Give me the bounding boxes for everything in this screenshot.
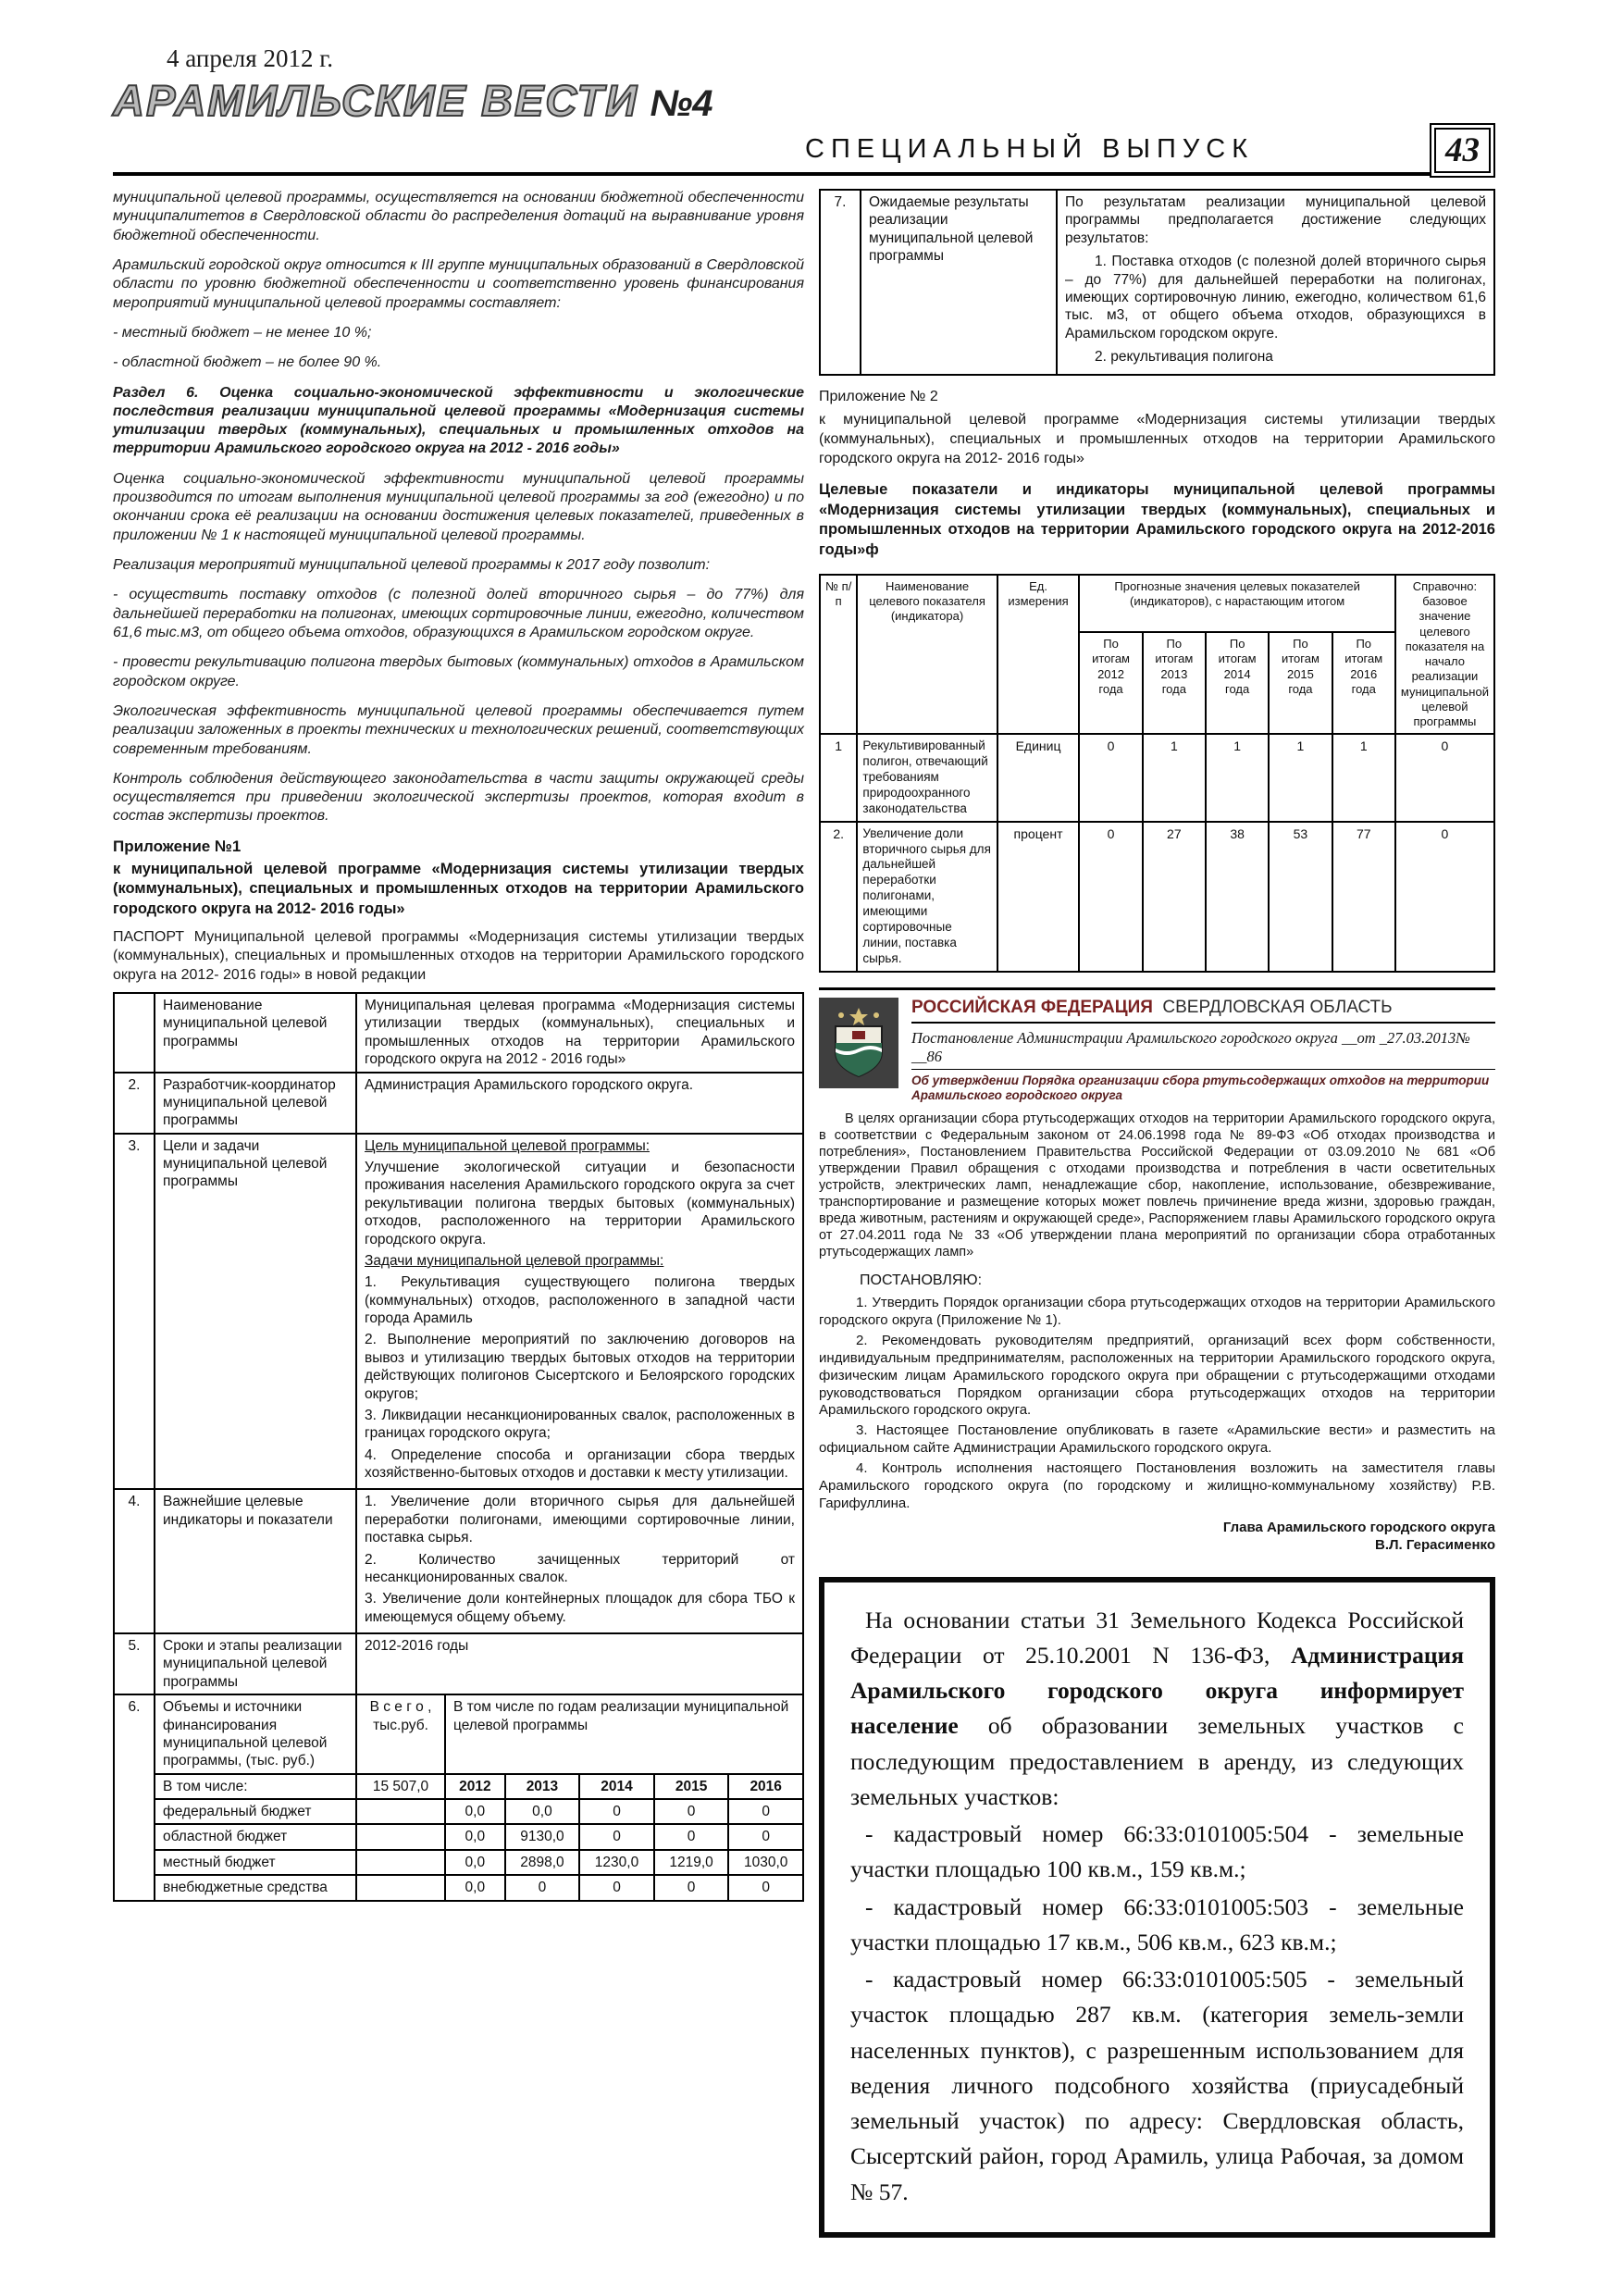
row-number-cell: 2. xyxy=(820,822,857,972)
resolution-item: 2. Рекомендовать руководителям предприятий, организаций всех форм собственности, индивидуальным предпринимателям, расположенных на территории Арамильского городского округа, физическим лицам Арамильского городского округа при обращении с ртутьсодержащими отходами руководствоваться Порядком организации сбора ртутьсодержащих отходов на территории Арамильского городского округа. xyxy=(819,1332,1495,1419)
annex2-title: Приложение № 2 xyxy=(819,389,938,405)
resolution-preamble: В целях организации сбора ртутьсодержащих отходов на территории Арамильского городского округа, в соответствии с Федеральным законом от 24.06.1998 года № 89-ФЗ «Об отходах производства и потребления», Постановлением Правительства Российской Федерации от 03.09.2010 № 681 «Об утверждении Правил обращения с отходами производства и потребления в части осветительных устройств, электрических ламп, ненадлежащие сбор, накопление, использование, обезвреживание, транспортирование и размещение которых может повлечь причинение вреда жизни, здоровью граждан, вреда животным, растениям и окружающей среде», Распоряжением главы Арамильского городского округа от 27.04.2011 года № 33 «Об утверждении плана мероприятий по организации сбора отработанных ртутьсодержащих ламп» xyxy=(819,1111,1495,1260)
table-row xyxy=(114,1489,803,1633)
fin-value-cell: 0,0 xyxy=(445,1799,505,1824)
region-label: СВЕРДЛОВСКАЯ ОБЛАСТЬ xyxy=(1162,997,1393,1017)
year-header-cell: 2014 xyxy=(579,1774,654,1799)
land-notice-item: - кадастровый номер 66:33:0101005:505 - земельный участок площадью 287 кв.м. (категория земель-земли населенных пунктов), с разрешенным использованием для ведения личного подсобного хозяйства (приусадебный земельный участок) по адресу: Свердловская область, Сысертский район, город Арамиль, улица Рабочая, за домом № 57. xyxy=(850,1966,1464,2205)
issue-number: №4 xyxy=(650,83,713,124)
land-notice-intro xyxy=(850,1603,1464,1816)
row-number-cell: 3. xyxy=(114,1134,155,1490)
row-content-cell xyxy=(356,1489,803,1633)
row-content-cell xyxy=(356,1134,803,1490)
table-row xyxy=(114,1134,803,1490)
value-cell: 0 xyxy=(1079,822,1142,972)
row-content-cell: Муниципальная целевая программа «Модернизация системы утилизации твердых (коммунальных), специальных и промышленных отходов на территории Арамильского городского округа на 2012 - 2016 годы» xyxy=(356,993,803,1073)
row-number-cell: 5. xyxy=(114,1633,155,1694)
fin-value-cell: 0 xyxy=(728,1824,803,1849)
table-header-row xyxy=(820,575,1494,632)
table-row xyxy=(114,1694,803,1774)
annex2-subtitle: к муниципальной целевой программе «Модернизация системы утилизации твердых (коммунальных), специальных и промышленных отходов на территории Арамильского городского округа на 2012- 2016 годы» xyxy=(819,412,1495,466)
row-number-cell: 2. xyxy=(114,1073,155,1134)
jurisdiction-line xyxy=(911,998,1495,1024)
paragraph: - областной бюджет – не более 90 %. xyxy=(113,354,382,371)
total-header-cell: В с е г о , тыс.руб. xyxy=(356,1694,445,1774)
year-col-header: По итогам 2012 года xyxy=(1079,632,1142,734)
table-row xyxy=(114,1850,803,1875)
paragraph: Контроль соблюдения действующего законодательства в части защиты окружающей среды осуществляется при приведении экологической экспертизы проектов, которая входит в состав экспертизы проектов. xyxy=(113,770,804,825)
reference-value-cell: 0 xyxy=(1395,822,1494,972)
value-cell: 53 xyxy=(1269,822,1332,972)
annex1-subtitle: к муниципальной целевой программе «Модернизация системы утилизации твердых (коммунальных), специальных и промышленных отходов на территории Арамильского городского округа на 2012- 2016 годы» xyxy=(113,860,804,917)
resolution-subject: Об утверждении Порядка организации сбора ртутьсодержащих отходов на территории Арамильского городского округа xyxy=(911,1073,1490,1103)
paragraph: Экологическая эффективность муниципальной целевой программы обеспечивается путем реализации заложенных в проекты технических и технологических решений, соответствующих современным требованиям. xyxy=(113,702,804,757)
fin-label-cell: внебюджетные средства xyxy=(155,1875,356,1900)
special-issue-label: СПЕЦИАЛЬНЫЙ ВЫПУСК xyxy=(805,134,1255,164)
fin-value-cell: 1230,0 xyxy=(579,1850,654,1875)
fin-value-cell: 0 xyxy=(728,1799,803,1824)
fin-value-cell: 0,0 xyxy=(445,1875,505,1900)
paragraph: Реализация мероприятий муниципальной целевой программы к 2017 году позволит: xyxy=(113,557,711,573)
expected-result-item: 1. Поставка отходов (с полезной долей вторичного сырья – до 77%) для дальнейшей переработки на полигонах, имеющих сортировочную линию, ежегодно, количеством 61,6 тыс. м3, от общего объема отходов, образующихся в Арамильском городском округе. xyxy=(1065,254,1486,341)
row-content-cell: Администрация Арамильского городского округа. xyxy=(356,1073,803,1134)
col-header-num: № п/п xyxy=(820,575,857,735)
fin-label-cell: федеральный бюджет xyxy=(155,1799,356,1824)
fin-value-cell: 0 xyxy=(579,1824,654,1849)
fin-value-cell: 0 xyxy=(579,1799,654,1824)
signature-name: В.Л. Герасименко xyxy=(1375,1537,1495,1554)
fin-label-cell: местный бюджет xyxy=(155,1850,356,1875)
fin-value-cell: 1030,0 xyxy=(728,1850,803,1875)
signature-title: Глава Арамильского городского округа xyxy=(1222,1519,1495,1535)
table-row xyxy=(114,1799,803,1824)
year-header-cell: 2013 xyxy=(505,1774,580,1799)
masthead-block xyxy=(113,44,1495,126)
table-row xyxy=(820,734,1494,821)
fin-value-cell: 2898,0 xyxy=(505,1850,580,1875)
years-group-header-cell: В том числе по годам реализации муниципальной целевой программы xyxy=(445,1694,803,1774)
resolution-header xyxy=(819,998,1495,1105)
table-row xyxy=(114,1875,803,1900)
fin-total-cell: 15 507,0 xyxy=(356,1774,445,1799)
fin-value-cell: 0 xyxy=(505,1875,580,1900)
indicator-line: 1. Увеличение доли вторичного сырья для дальнейшей переработки полигонами, имеющими сортировочные линии, поставка сырья. xyxy=(365,1494,795,1546)
land-notice-intro-bold: Администрация Арамильского городского округа информирует население xyxy=(850,1641,1464,1740)
row-number-cell: 4. xyxy=(114,1489,155,1633)
row-number-cell xyxy=(114,993,155,1073)
table-row xyxy=(114,993,803,1073)
year-col-header: По итогам 2015 года xyxy=(1269,632,1332,734)
resolution-title-line: Постановление Администрации Арамильского городского округа __от _27.03.2013№ __86 xyxy=(911,1029,1495,1070)
fin-value-cell: 0 xyxy=(654,1875,729,1900)
fin-value-cell: 9130,0 xyxy=(505,1824,580,1849)
table-row xyxy=(820,822,1494,972)
table-row xyxy=(114,1073,803,1134)
task-item: 2. Выполнение мероприятий по заключению договоров на вывоз и утилизацию твердых бытовых отходов на территории действующих полигонов Сысертского и Белоярского городских округов; xyxy=(365,1332,795,1402)
newspaper-masthead xyxy=(113,75,1495,126)
table-row xyxy=(114,1633,803,1694)
paragraph: муниципальной целевой программы, осуществляется на основании бюджетной обеспеченности муниципалитетов в Свердловской области до распределения дотаций на выравнивание уровня бюджетной обеспеченности. xyxy=(113,190,804,243)
value-cell: 0 xyxy=(1079,734,1142,821)
task-item: 1. Рекультивация существующего полигона твердых (коммунальных) отходов, расположенного в западной части города Арамиль xyxy=(365,1274,795,1326)
value-cell: 77 xyxy=(1332,822,1395,972)
reference-value-cell: 0 xyxy=(1395,734,1494,821)
fin-value-cell: 0,0 xyxy=(445,1824,505,1849)
fin-value-cell: 0 xyxy=(654,1799,729,1824)
row-content-cell xyxy=(1057,190,1494,375)
right-column xyxy=(819,189,1495,2238)
row-number-cell: 7. xyxy=(820,190,861,375)
content-columns xyxy=(113,189,1495,2238)
col-header-reference: Справочно: базовое значение целевого показателя на начало реализации муниципальной целевой программы xyxy=(1395,575,1494,735)
resolution-head-text xyxy=(911,998,1495,1105)
issue-date: 4 апреля 2012 г. xyxy=(167,44,333,72)
page-number: 43 xyxy=(1430,123,1495,178)
paragraph: - местный бюджет – не менее 10 %; xyxy=(113,324,372,341)
resolve-word: ПОСТАНОВЛЯЮ: xyxy=(860,1272,983,1289)
row-label-cell: Сроки и этапы реализации муниципальной целевой программы xyxy=(155,1633,356,1694)
row-number-cell: 6. xyxy=(114,1694,155,1900)
year-col-header: По итогам 2014 года xyxy=(1206,632,1269,734)
indicator-name-cell: Рекультивированный полигон, отвечающий требованиям природоохранного законодательства xyxy=(857,734,997,821)
indicator-line: 3. Увеличение доли контейнерных площадок для сбора ТБО к имеющемуся общему объему. xyxy=(365,1591,795,1625)
resolution-section xyxy=(819,987,1495,1555)
fin-label-cell: областной бюджет xyxy=(155,1824,356,1849)
tasks-heading: Задачи муниципальной целевой программы: xyxy=(365,1252,664,1269)
row-content-cell: 2012-2016 годы xyxy=(356,1633,803,1694)
passport-table-continuation xyxy=(819,189,1495,376)
land-notice-item: - кадастровый номер 66:33:0101005:504 - земельные участки площадью 100 кв.м., 159 кв.м.; xyxy=(850,1820,1464,1883)
federation-label: РОССИЙСКАЯ ФЕДЕРАЦИЯ xyxy=(911,997,1153,1017)
col-header-unit: Ед. измерения xyxy=(997,575,1080,735)
paragraph: - осуществить поставку отходов (с полезной долей вторичного сырья – до 77%) для дальнейшей переработки на полигонах, имеющих сортировочные линии, ежегодно, количеством 61,6 тыс.м3, от общего объема отходов, образующихся в Арамильском городском округе. xyxy=(113,587,804,640)
indicators-table xyxy=(819,574,1495,973)
paragraph: Арамильский городской округ относится к III группе муниципальных образований в Свердловской области по уровню бюджетной обеспеченности и соответственно уровень финансирования мероприятий муниципальной целевой программы составляет: xyxy=(113,256,804,311)
fin-value-cell: 1219,0 xyxy=(654,1850,729,1875)
resolution-item: 4. Контроль исполнения настоящего Постановления возложить на заместителя главы Арамильского городского округа (по городскому и жилищно-коммунальному хозяйству) Р.В. Гарифуллина. xyxy=(819,1460,1495,1511)
fin-value-cell: 0,0 xyxy=(445,1850,505,1875)
expected-results-intro: По результатам реализации муниципальной целевой программы предполагается достижение следующих результатов: xyxy=(1065,194,1486,246)
resolution-item: 1. Утвердить Порядок организации сбора ртутьсодержащих отходов на территории Арамильского городского округа (Приложение № 1). xyxy=(819,1295,1495,1328)
row-label-cell: Ожидаемые результаты реализации муниципальной целевой программы xyxy=(861,190,1057,375)
fin-value-cell: 0,0 xyxy=(505,1799,580,1824)
goal-heading: Цель муниципальной целевой программы: xyxy=(365,1137,650,1154)
goal-text: Улучшение экологической ситуации и безопасности проживания населения Арамильского городского округа за счет рекультивации полигона твердых бытовых (коммунальных) отходов, расположенного на территории Арамильского городского округа. xyxy=(365,1160,795,1247)
row-label-cell: Наименование муниципальной целевой программы xyxy=(155,993,356,1073)
value-cell: 27 xyxy=(1143,822,1206,972)
fin-total-cell xyxy=(356,1824,445,1849)
row-label-cell: Объемы и источники финансирования муниципальной целевой программы, (тыс. руб.) xyxy=(155,1694,356,1774)
fin-label-cell: В том числе: xyxy=(155,1774,356,1799)
section6-heading: Раздел 6. Оценка социально-экономической эффективности и экологические последствия реализации муниципальной целевой программы «Модернизация системы утилизации твердых (коммунальных), специальных и промышленных отходов на территории Арамильского городского округа на 2012 - 2016 годы» xyxy=(113,384,804,457)
group-header-forecast: Прогнозные значения целевых показателей (индикаторов), с нарастающим итогом xyxy=(1079,575,1394,632)
fin-total-cell xyxy=(356,1875,445,1900)
task-item: 4. Определение способа и организации сбора твердых хозяйственно-бытовых отходов и доставки к месту утилизации. xyxy=(365,1446,795,1481)
fin-total-cell xyxy=(356,1799,445,1824)
year-header-cell: 2015 xyxy=(654,1774,729,1799)
table-row xyxy=(114,1774,803,1799)
masthead-title: АРАМИЛЬСКИЕ ВЕСТИ xyxy=(113,76,639,125)
value-cell: 1 xyxy=(1206,734,1269,821)
table-row xyxy=(820,190,1494,375)
land-notice-intro-part1: На основании статьи 31 Земельного Кодекса Российской Федерации от 25.10.2001 N 136-ФЗ, xyxy=(850,1606,1464,1669)
paragraph: Оценка социально-экономической эффективности муниципальной целевой программы производится по итогам выполнения муниципальной целевой программы за год (ежегодно) и по окончании срока её реализации на основании достижения целевых показателей, приведенных в приложении № 1 к настоящей муниципальной целевой программы. xyxy=(113,470,804,543)
expected-result-item: 2. рекультивация полигона xyxy=(1095,349,1273,365)
value-cell: 1 xyxy=(1143,734,1206,821)
paragraph: - провести рекультивацию полигона твердых бытовых (коммунальных) отходов в Арамильском городском округе. xyxy=(113,654,804,689)
year-col-header: По итогам 2016 года xyxy=(1332,632,1395,734)
fin-value-cell: 0 xyxy=(654,1824,729,1849)
fin-value-cell: 0 xyxy=(579,1875,654,1900)
row-label-cell: Разработчик-координатор муниципальной целевой программы xyxy=(155,1073,356,1134)
land-notice-item: - кадастровый номер 66:33:0101005:503 - земельные участки площадью 17 кв.м., 506 кв.м., 623 кв.м.; xyxy=(850,1893,1464,1955)
passport-intro: ПАСПОРТ Муниципальной целевой программы «Модернизация системы утилизации твердых (коммунальных), специальных и промышленных отходов на территории Арамильского городского округа на 2012- 2016 годы» в новой редакции xyxy=(113,929,804,983)
land-notice-box xyxy=(819,1577,1495,2238)
page-header xyxy=(113,44,1495,176)
year-col-header: По итогам 2013 года xyxy=(1143,632,1206,734)
fin-value-cell: 0 xyxy=(728,1875,803,1900)
coat-of-arms-icon xyxy=(819,998,898,1088)
resolution-item: 3. Настоящее Постановление опубликовать в газете «Арамильские вести» и разместить на официальном сайте Администрации Арамильского городского округа. xyxy=(819,1422,1495,1457)
year-header-cell: 2016 xyxy=(728,1774,803,1799)
land-notice-intro-part2: об образовании земельных участков с последующим предоставлением в аренду, из следующих земельных участков: xyxy=(850,1712,1464,1810)
signature-block xyxy=(819,1519,1495,1555)
annex2-heading: Целевые показатели и индикаторы муниципальной целевой программы «Модернизация системы утилизации твердых (коммунальных), специальных и промышленных отходов на территории Арамильского городского округа на 2012-2016 годы»ф xyxy=(819,480,1495,559)
unit-cell: процент xyxy=(997,822,1080,972)
passport-table xyxy=(113,992,804,1902)
left-column xyxy=(113,189,804,2238)
indicator-line: 2. Количество зачищенных территорий от несанкционированных свалок. xyxy=(365,1551,795,1585)
row-label-cell: Цели и задачи муниципальной целевой программы xyxy=(155,1134,356,1490)
task-item: 3. Ликвидации несанкционированных свалок, расположенных в границах городского округа; xyxy=(365,1407,795,1442)
table-row xyxy=(114,1824,803,1849)
year-header-cell: 2012 xyxy=(445,1774,505,1799)
indicator-name-cell: Увеличение доли вторичного сырья для дальнейшей переработки полигонами, имеющими сортировочные линии, поставка сырья. xyxy=(857,822,997,972)
value-cell: 1 xyxy=(1332,734,1395,821)
col-header-name: Наименование целевого показателя (индикатора) xyxy=(857,575,997,735)
value-cell: 38 xyxy=(1206,822,1269,972)
fin-total-cell xyxy=(356,1850,445,1875)
annex1-title: Приложение №1 xyxy=(113,837,242,855)
row-number-cell: 1 xyxy=(820,734,857,821)
row-label-cell: Важнейшие целевые индикаторы и показатели xyxy=(155,1489,356,1633)
unit-cell: Единиц xyxy=(997,734,1080,821)
value-cell: 1 xyxy=(1269,734,1332,821)
